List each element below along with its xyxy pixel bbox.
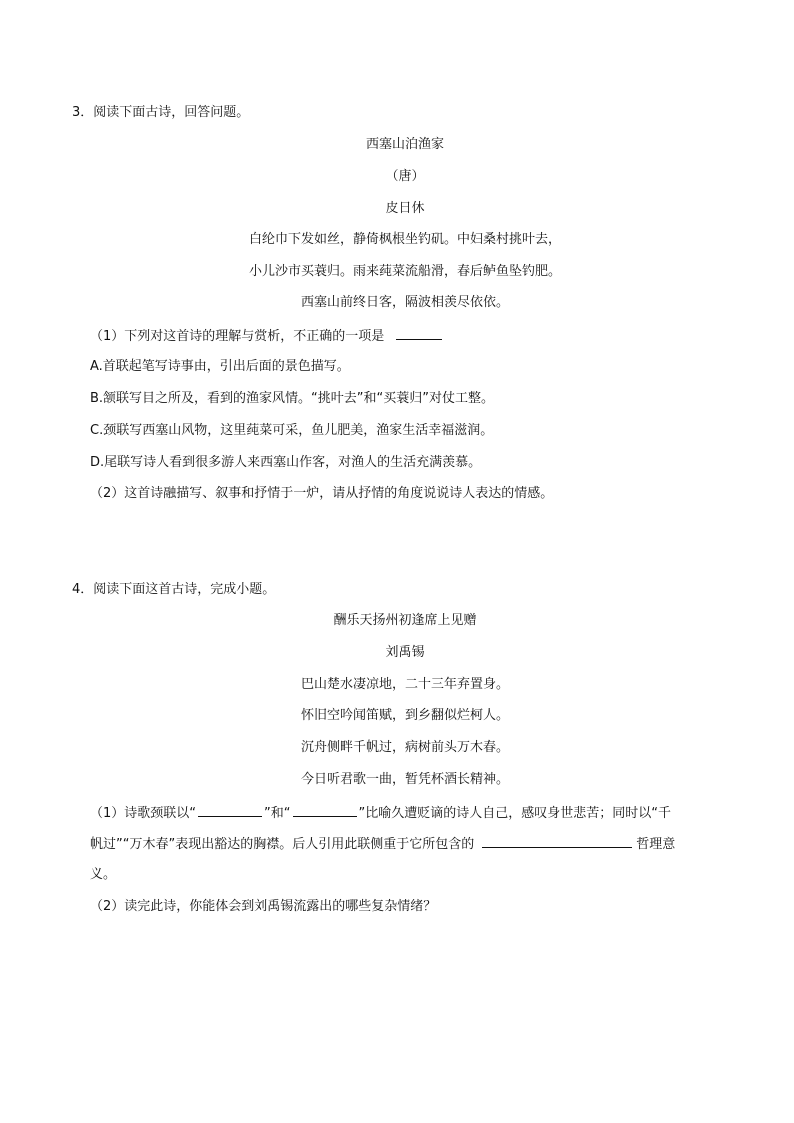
q4-sub1-text-c: ”比喻久遭贬谪的诗人自己，感叹身世悲苦；同时以“千	[358, 806, 671, 821]
q4-poem-line: 怀旧空吟闻笛赋，到乡翻似烂柯人。	[300, 708, 509, 723]
q3-sub1-text: （1）下列对这首诗的理解与赏析，不正确的一项是	[90, 329, 385, 344]
q3-poem-line: 白纶巾下发如丝，静倚枫根坐钓矶。中妇桑村挑叶去，	[248, 232, 561, 247]
q4-sub1-line2	[90, 834, 675, 854]
q3-poem-line: 小儿沙市买蓑归。雨来莼菜流船滑，春后鲈鱼坠钓肥。	[248, 264, 561, 279]
q3-author: 皮日休	[385, 201, 425, 216]
q4-sub1-text-e: 哲理意	[636, 837, 676, 852]
q4-sub2: （2）读完此诗，你能体会到刘禹锡流露出的哪些复杂情绪？	[90, 899, 437, 914]
q4-poem-line: 巴山楚水凄凉地，二十三年弃置身。	[300, 677, 509, 692]
q4-sub1-text-b: ”和“	[264, 806, 291, 821]
answer-blank[interactable]	[198, 803, 262, 817]
q4-sub1-text-a: （1）诗歌颈联以“	[90, 806, 197, 821]
answer-blank[interactable]	[293, 803, 357, 817]
q4-poem-title: 酬乐天扬州初逢席上见赠	[333, 613, 477, 628]
q4-sub1-line1	[90, 803, 671, 823]
q4-poem-line: 沉舟侧畔千帆过，病树前头万木春。	[300, 740, 509, 755]
q3-sub1	[90, 326, 444, 346]
q4-sub1-line3: 义。	[90, 867, 117, 882]
question-4-title: 4．阅读下面这首古诗，完成小题。	[72, 582, 276, 597]
q4-poem-line: 今日听君歌一曲，暂凭杯酒长精神。	[300, 772, 509, 787]
q3-option-d: D.尾联写诗人看到很多游人来西塞山作客，对渔人的生活充满羡慕。	[90, 455, 482, 470]
q3-poem-line: 西塞山前终日客，隔波相羡尽依依。	[300, 295, 509, 310]
answer-blank[interactable]	[396, 326, 442, 340]
question-3-title: 3．阅读下面古诗，回答问题。	[72, 105, 250, 120]
q4-sub1-text-d: 帆过”“万木春”表现出豁达的胸襟。后人引用此联侧重于它所包含的	[90, 837, 475, 852]
q4-author: 刘禹锡	[385, 645, 425, 660]
q3-option-c: C.颈联写西塞山风物，这里莼菜可采，鱼儿肥美，渔家生活幸福滋润。	[90, 423, 494, 438]
q3-option-a: A.首联起笔写诗事由，引出后面的景色描写。	[90, 359, 350, 374]
q3-option-b: B.颔联写目之所及，看到的渔家风情。“挑叶去”和“买蓑归”对仗工整。	[90, 391, 494, 406]
q3-poem-title: 西塞山泊渔家	[365, 137, 444, 152]
q3-dynasty: （唐）	[385, 169, 425, 184]
answer-blank[interactable]	[482, 834, 632, 848]
q3-sub2: （2）这首诗融描写、叙事和抒情于一炉，请从抒情的角度说说诗人表达的情感。	[90, 486, 554, 501]
